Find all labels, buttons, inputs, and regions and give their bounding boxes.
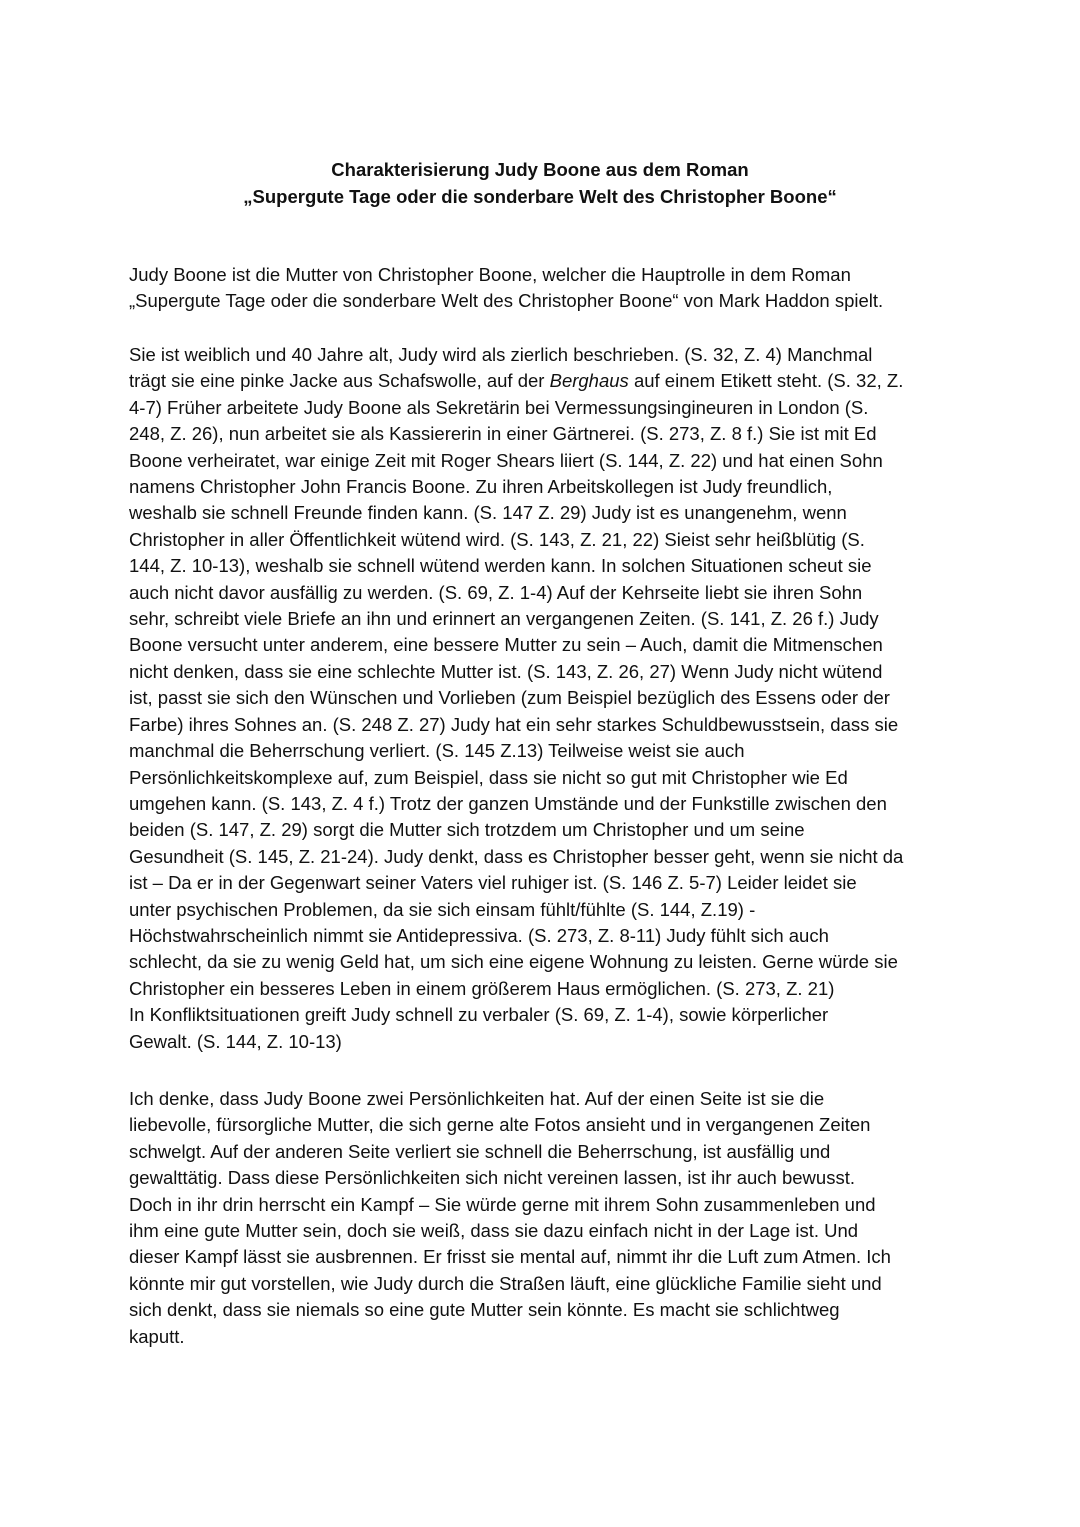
paragraph-opinion xyxy=(129,1086,954,1350)
text-line: sich denkt, dass sie niemals so eine gute Mutter sein könnte. Es macht sie schlichtweg xyxy=(129,1299,840,1321)
text-line: Christopher in aller Öffentlichkeit wütend wird. (S. 143, Z. 21, 22) Sieist sehr heißblütig (S. xyxy=(129,528,865,550)
text-line: Boone verheiratet, war einige Zeit mit Roger Shears liiert (S. 144, Z. 22) und hat einen Sohn xyxy=(129,449,883,471)
text-line: Höchstwahrscheinlich nimmt sie Antidepressiva. (S. 273, Z. 8-11) Judy fühlt sich auch xyxy=(129,924,829,946)
text-line: namens Christopher John Francis Boone. Zu ihren Arbeitskollegen ist Judy freundlich, xyxy=(129,476,833,498)
text-line: ist, passt sie sich den Wünschen und Vorlieben (zum Beispiel bezüglich des Essens oder der xyxy=(129,687,890,709)
text-line: Gesundheit (S. 145, Z. 21-24). Judy denkt, dass es Christopher besser geht, wenn sie nicht da xyxy=(129,845,904,867)
text-line: „Supergute Tage oder die sonderbare Welt des Christopher Boone“ von Mark Haddon spielt. xyxy=(129,290,884,312)
text-line: schlecht, da sie zu wenig Geld hat, um sich eine eigene Wohnung zu leisten. Gerne würde sie xyxy=(129,951,898,973)
text-line: Gewalt. (S. 144, Z. 10-13) xyxy=(129,1030,342,1052)
text-line: beiden (S. 147, Z. 29) sorgt die Mutter sich trotzdem um Christopher und um seine xyxy=(129,819,805,841)
title-line: „Supergute Tage oder die sonderbare Welt des Christopher Boone“ xyxy=(243,186,837,207)
text-line: dieser Kampf lässt sie ausbrennen. Er frisst sie mental auf, nimmt ihr die Luft zum Atmen. Ich xyxy=(129,1246,891,1268)
text-line: Farbe) ihres Sohnes an. (S. 248 Z. 27) Judy hat ein sehr starkes Schuldbewusstsein, dass sie xyxy=(129,713,899,735)
text-line: liebevolle, fürsorgliche Mutter, die sich gerne alte Fotos ansieht und in vergangenen Zeiten xyxy=(129,1114,871,1136)
paragraph-intro xyxy=(129,262,954,315)
text-line: Persönlichkeitskomplexe auf, zum Beispiel, dass sie nicht so gut mit Christopher wie Ed xyxy=(129,766,848,788)
text-line: In Konfliktsituationen greift Judy schnell zu verbaler (S. 69, Z. 1-4), sowie körperlicher xyxy=(129,1004,829,1026)
text-line: weshalb sie schnell Freunde finden kann. (S. 147 Z. 29) Judy ist es unangenehm, wenn xyxy=(129,502,847,524)
text-line: Sie ist weiblich und 40 Jahre alt, Judy wird als zierlich beschrieben. (S. 32, Z. 4) Manchmal xyxy=(129,344,873,365)
text-line: 248, Z. 26), nun arbeitet sie als Kassiererin in einer Gärtnerei. (S. 273, Z. 8 f.) Sie ist mit Ed xyxy=(129,423,877,445)
paragraph-characterization xyxy=(129,342,954,1055)
text-line xyxy=(129,368,954,394)
text-segment: trägt sie eine pinke Jacke aus Schafswolle, auf der xyxy=(129,370,550,392)
document-title xyxy=(0,156,1080,210)
text-line: Boone versucht unter anderem, eine bessere Mutter zu sein – Auch, damit die Mitmenschen xyxy=(129,634,883,656)
text-segment: auf einem Etikett steht. (S. 32, Z. xyxy=(628,370,904,392)
text-line: nicht denken, dass sie eine schlechte Mutter ist. (S. 143, Z. 26, 27) Wenn Judy nicht wütend xyxy=(129,660,883,682)
text-line: unter psychischen Problemen, da sie sich einsam fühlt/fühlte (S. 144, Z.19) - xyxy=(129,898,756,920)
text-line: gewalttätig. Dass diese Persönlichkeiten sich nicht vereinen lassen, ist ihr auch bewusst. xyxy=(129,1167,855,1189)
text-line: Doch in ihr drin herrscht ein Kampf – Sie würde gerne mit ihrem Sohn zusammenleben und xyxy=(129,1193,876,1215)
text-line: ist – Da er in der Gegenwart seiner Vaters viel ruhiger ist. (S. 146 Z. 5-7) Leider leidet sie xyxy=(129,872,857,894)
text-line: Judy Boone ist die Mutter von Christopher Boone, welcher die Hauptrolle in dem Roman xyxy=(129,264,851,285)
text-line: ihm eine gute Mutter sein, doch sie weiß, dass sie dazu einfach nicht in der Lage ist. Und xyxy=(129,1220,859,1242)
text-line: 4-7) Früher arbeitete Judy Boone als Sekretärin bei Vermessungsingineuren in London (S. xyxy=(129,396,869,418)
text-line: sehr, schreibt viele Briefe an ihn und erinnert an vergangenen Zeiten. (S. 141, Z. 26 f.) Judy xyxy=(129,608,879,630)
text-line: manchmal die Beherrschung verliert. (S. 145 Z.13) Teilweise weist sie auch xyxy=(129,740,745,762)
text-line: umgehen kann. (S. 143, Z. 4 f.) Trotz der ganzen Umstände und der Funkstille zwischen den xyxy=(129,792,887,814)
text-line: Christopher ein besseres Leben in einem größerem Haus ermöglichen. (S. 273, Z. 21) xyxy=(129,977,835,999)
text-line: kaputt. xyxy=(129,1325,185,1347)
text-line: 144, Z. 10-13), weshalb sie schnell wütend werden kann. In solchen Situationen scheut sie xyxy=(129,555,872,577)
text-line: schwelgt. Auf der anderen Seite verliert sie schnell die Beherrschung, ist ausfällig und xyxy=(129,1140,831,1162)
italic-brand-name: Berghaus xyxy=(549,370,629,392)
text-line: könnte mir gut vorstellen, wie Judy durch die Straßen läuft, eine glückliche Familie sieht und xyxy=(129,1272,882,1294)
text-line: Ich denke, dass Judy Boone zwei Persönlichkeiten hat. Auf der einen Seite ist sie die xyxy=(129,1088,825,1109)
title-line: Charakterisierung Judy Boone aus dem Roman xyxy=(331,159,749,180)
text-line: auch nicht davor ausfällig zu werden. (S. 69, Z. 1-4) Auf der Kehrseite liebt sie ihren Sohn xyxy=(129,581,863,603)
